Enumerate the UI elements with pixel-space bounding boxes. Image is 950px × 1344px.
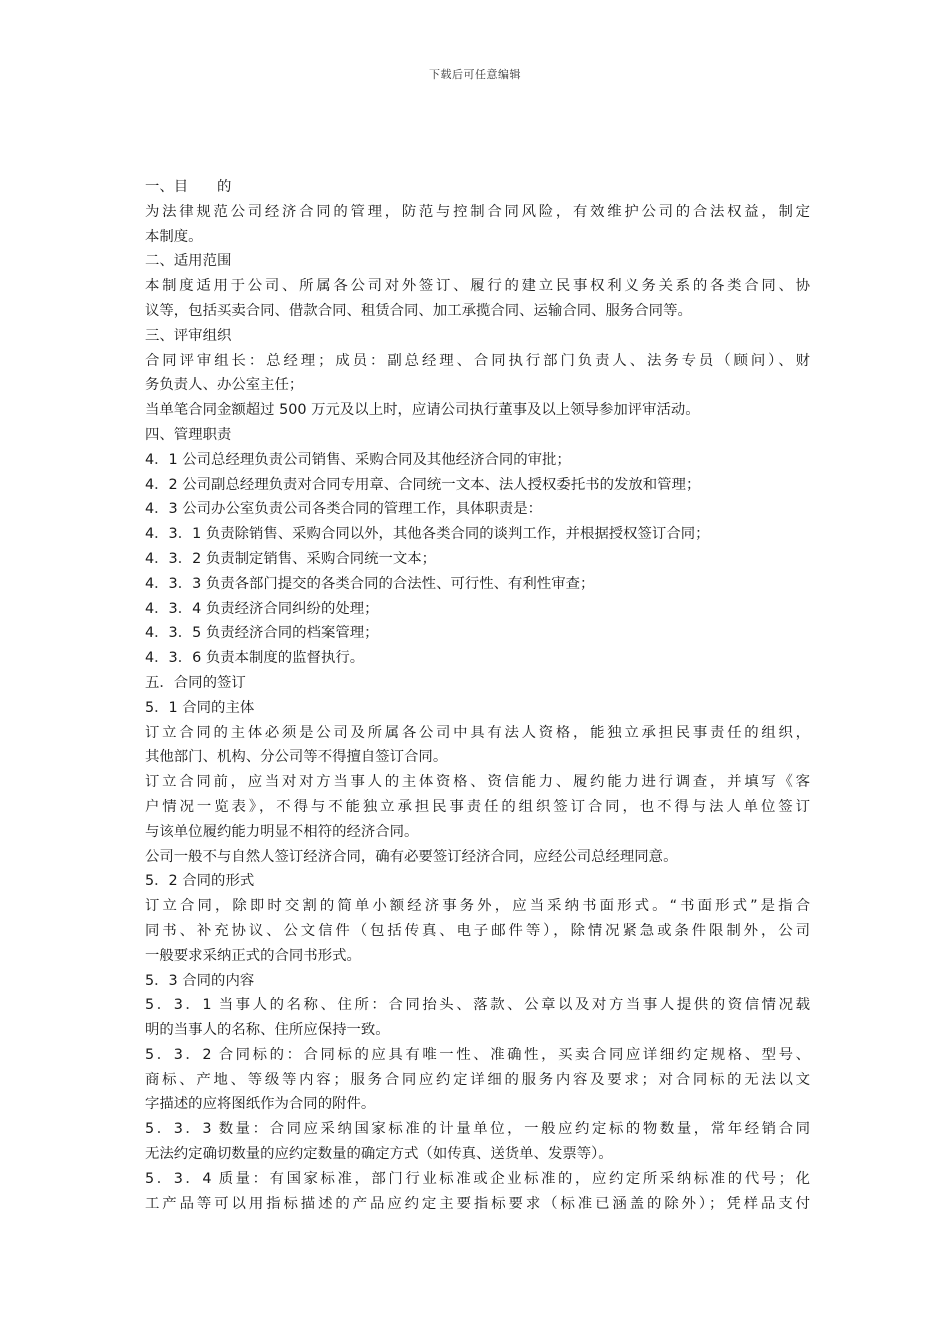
document-body bbox=[145, 175, 810, 1216]
text-line: 三、评审组织 bbox=[145, 327, 232, 344]
text-line: 议等，包括买卖合同、借款合同、租赁合同、加工承揽合同、运输合同、服务合同等。 bbox=[145, 302, 692, 319]
text-line: 户情况一览表》，不得与不能独立承担民事责任的组织签订合同，也不得与法人单位签订 bbox=[145, 798, 810, 815]
text-line: 字描述的应将图纸作为合同的附件。 bbox=[145, 1096, 376, 1113]
text-line: 一、目 的 bbox=[145, 179, 232, 195]
text-line: 4．3．1 负责除销售、采购合同以外，其他各类合同的谈判工作，并根据授权签订合同； bbox=[145, 526, 710, 543]
text-line: 商标、产地、等级等内容；服务合同应约定详细的服务内容及要求；对合同标的无法以文 bbox=[145, 1071, 810, 1088]
text-line: 合同评审组长：总经理；成员：副总经理、合同执行部门负责人、法务专员（顾问）、财 bbox=[145, 352, 810, 369]
text-line: 订立合同前，应当对对方当事人的主体资格、资信能力、履约能力进行调查，并填写《客 bbox=[145, 774, 810, 791]
text-line: 无法约定确切数量的应约定数量的确定方式（如传真、送货单、发票等）。 bbox=[145, 1146, 613, 1163]
text-line: 一般要求采纳正式的合同书形式。 bbox=[145, 947, 361, 964]
text-line: 5．3 合同的内容 bbox=[145, 972, 255, 989]
page-header: 下载后可任意编辑 bbox=[429, 68, 521, 81]
text-line: 其他部门、机构、分公司等不得擅自签订合同。 bbox=[145, 749, 448, 766]
text-line: 订立合同的主体必须是公司及所属各公司中具有法人资格，能独立承担民事责任的组织， bbox=[145, 724, 810, 741]
text-line: 4．2 公司副总经理负责对合同专用章、合同统一文本、法人授权委托书的发放和管理； bbox=[145, 476, 701, 493]
text-line: 5．1 合同的主体 bbox=[145, 699, 255, 716]
text-line: 订立合同，除即时交割的简单小额经济事务外，应当采纳书面形式。“书面形式”是指合 bbox=[145, 898, 810, 915]
text-line: 五．合同的签订 bbox=[145, 674, 246, 691]
text-line: 二、适用范围 bbox=[145, 253, 232, 270]
text-line: 当单笔合同金额超过 500 万元及以上时，应请公司执行董事及以上领导参加评审活动。 bbox=[145, 402, 700, 419]
text-line: 为法律规范公司经济合同的管理，防范与控制合同风险，有效维护公司的合法权益，制定 bbox=[145, 203, 810, 220]
text-line: 与该单位履约能力明显不相符的经济合同。 bbox=[145, 823, 419, 840]
text-line: 4．3．2 负责制定销售、采购合同统一文本； bbox=[145, 550, 437, 567]
text-line: 5．3．2 合同标的：合同标的应具有唯一性、准确性，买卖合同应详细约定规格、型号、 bbox=[145, 1046, 810, 1063]
text-line: 四、管理职责 bbox=[145, 426, 232, 443]
text-line: 公司一般不与自然人签订经济合同，确有必要签订经济合同，应经公司总经理同意。 bbox=[145, 848, 678, 865]
text-line: 4．1 公司总经理负责公司销售、采购合同及其他经济合同的审批； bbox=[145, 451, 571, 468]
text-line: 4．3．3 负责各部门提交的各类合同的合法性、可行性、有利性审查； bbox=[145, 575, 595, 592]
text-line: 4．3．4 负责经济合同纠纷的处理； bbox=[145, 600, 379, 617]
text-line: 4．3．5 负责经济合同的档案管理； bbox=[145, 625, 379, 642]
text-line: 务负责人、办公室主任； bbox=[145, 377, 304, 394]
text-line: 4．3．6 负责本制度的监督执行。 bbox=[145, 650, 365, 667]
text-line: 本制度。 bbox=[145, 228, 203, 245]
text-line: 5．3．3 数量：合同应采纳国家标准的计量单位，一般应约定标的物数量，常年经销合同 bbox=[145, 1121, 810, 1138]
text-line: 5．3．1 当事人的名称、住所：合同抬头、落款、公章以及对方当事人提供的资信情况载 bbox=[145, 997, 810, 1014]
text-line: 4．3 公司办公室负责公司各类合同的管理工作，具体职责是： bbox=[145, 501, 543, 518]
text-line: 明的当事人的名称、住所应保持一致。 bbox=[145, 1022, 390, 1039]
text-line: 5．3．4 质量：有国家标准，部门行业标准或企业标准的，应约定所采纳标准的代号；化 bbox=[145, 1170, 810, 1187]
text-line: 本制度适用于公司、所属各公司对外签订、履行的建立民事权利义务关系的各类合同、协 bbox=[145, 278, 810, 295]
text-line: 5．2 合同的形式 bbox=[145, 873, 255, 890]
text-line: 同书、补充协议、公文信件（包括传真、电子邮件等），除情况紧急或条件限制外，公司 bbox=[145, 922, 810, 939]
text-line: 工产品等可以用指标描述的产品应约定主要指标要求（标准已涵盖的除外）；凭样品支付 bbox=[145, 1195, 810, 1212]
